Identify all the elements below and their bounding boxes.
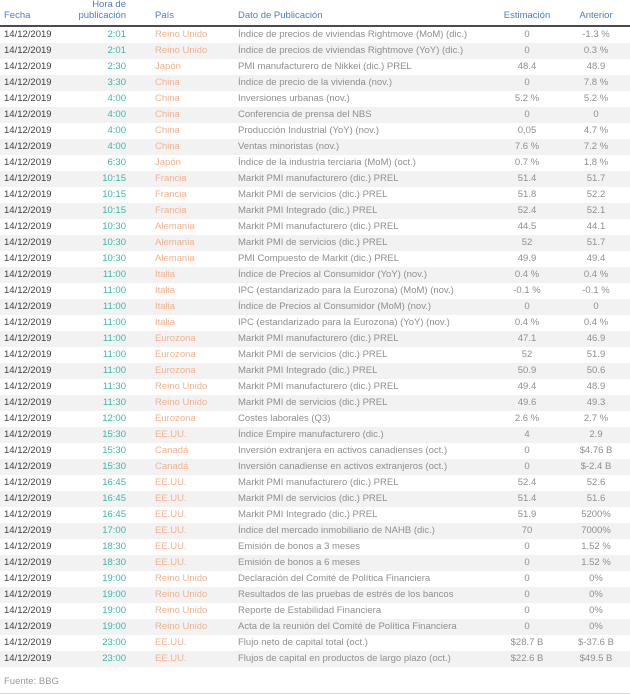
estimate-cell: 51.8: [517, 189, 537, 200]
date-cell: 14/12/2019: [4, 621, 52, 632]
estimate-cell: 0,05: [517, 125, 537, 136]
table-row: [0, 171, 630, 187]
estimate-cell: 0: [524, 557, 530, 568]
estimate-cell: 51.4: [517, 173, 537, 184]
country-cell: EE.UU.: [155, 637, 187, 648]
release-name-cell: Markit PMI manufacturero (dic.) PREL: [238, 477, 399, 488]
country-cell: EE.UU.: [155, 653, 187, 664]
previous-cell: 0%: [589, 621, 603, 632]
estimate-cell: 44.5: [517, 221, 537, 232]
table-row: [0, 315, 630, 331]
country-cell: Japón: [155, 61, 181, 72]
time-cell: 10:30: [102, 237, 126, 248]
country-cell: Reino Unido: [155, 397, 208, 408]
previous-cell: 51.6: [586, 493, 606, 504]
previous-cell: -0.1 %: [582, 285, 610, 296]
estimate-cell: 0: [524, 301, 530, 312]
release-name-cell: Emisión de bonos a 6 meses: [238, 557, 360, 568]
previous-cell: 1.52 %: [581, 557, 611, 568]
estimate-cell: 0: [524, 77, 530, 88]
date-cell: 14/12/2019: [4, 637, 52, 648]
date-cell: 14/12/2019: [4, 525, 52, 536]
estimate-cell: 0.4 %: [514, 269, 540, 280]
previous-cell: 7.2 %: [583, 141, 609, 152]
release-name-cell: Índice del mercado inmobiliario de NAHB (dic.): [238, 525, 435, 536]
table-row: [0, 587, 630, 603]
time-cell: 16:45: [102, 493, 126, 504]
release-name-cell: Índice de precio de la vivienda (nov.): [238, 77, 393, 88]
time-cell: 10:15: [102, 173, 126, 184]
estimate-cell: 48.4: [517, 61, 537, 72]
table-row: [0, 155, 630, 171]
country-cell: Reino Unido: [155, 589, 208, 600]
previous-cell: 52.2: [586, 189, 606, 200]
bottom-divider: [0, 693, 630, 694]
table-row: [0, 267, 630, 283]
time-cell: 11:00: [102, 365, 126, 376]
estimate-cell: -0.1 %: [513, 285, 541, 296]
time-cell: 10:30: [102, 221, 126, 232]
time-cell: 11:00: [102, 333, 126, 344]
estimate-cell: 47.1: [517, 333, 537, 344]
time-cell: 4:00: [107, 93, 126, 104]
table-row: [0, 427, 630, 443]
previous-cell: 51.7: [586, 237, 606, 248]
table-row: [0, 283, 630, 299]
estimate-cell: 0.4 %: [514, 317, 540, 328]
country-cell: EE.UU.: [155, 493, 187, 504]
table-row: [0, 107, 630, 123]
previous-cell: 51.9: [586, 349, 606, 360]
col-header-dato: Dato de Publicación: [238, 0, 492, 26]
table-row: [0, 347, 630, 363]
estimate-cell: 7.6 %: [514, 141, 540, 152]
country-cell: Eurozona: [155, 349, 196, 360]
release-name-cell: Inversión canadiense en activos extranjeros (oct.): [238, 461, 448, 472]
release-name-cell: Inversiones urbanas (nov.): [238, 93, 350, 104]
estimate-cell: 0: [524, 605, 530, 616]
estimate-cell: $28.7 B: [510, 637, 544, 648]
release-name-cell: Markit PMI de servicios (dic.) PREL: [238, 237, 388, 248]
time-cell: 15:30: [102, 461, 126, 472]
time-cell: 15:30: [102, 429, 126, 440]
previous-cell: -1.3 %: [582, 29, 610, 40]
time-cell: 2:01: [107, 29, 126, 40]
release-name-cell: Inversión extranjera en activos canadienses (oct.): [238, 445, 448, 456]
date-cell: 14/12/2019: [4, 93, 52, 104]
time-cell: 4:00: [107, 125, 126, 136]
previous-cell: 48.9: [586, 381, 606, 392]
table-row: [0, 379, 630, 395]
time-cell: 2:01: [107, 45, 126, 56]
col-header-anterior: Anterior: [562, 0, 630, 26]
estimate-cell: 0: [524, 445, 530, 456]
release-name-cell: Markit PMI de servicios (dic.) PREL: [238, 397, 388, 408]
time-cell: 18:30: [102, 541, 126, 552]
release-name-cell: Reporte de Estabilidad Financiera: [238, 605, 382, 616]
table-row: [0, 651, 630, 667]
country-cell: EE.UU.: [155, 509, 187, 520]
country-cell: Canadá: [155, 461, 189, 472]
date-cell: 14/12/2019: [4, 157, 52, 168]
previous-cell: 1.52 %: [581, 541, 611, 552]
table-row: [0, 219, 630, 235]
date-cell: 14/12/2019: [4, 317, 52, 328]
release-name-cell: Resultados de las pruebas de estrés de los bancos: [238, 589, 454, 600]
previous-cell: 49.3: [586, 397, 606, 408]
date-cell: 14/12/2019: [4, 253, 52, 264]
date-cell: 14/12/2019: [4, 61, 52, 72]
previous-cell: 0: [593, 301, 599, 312]
date-cell: 14/12/2019: [4, 237, 52, 248]
previous-cell: 2.7 %: [583, 413, 609, 424]
country-cell: Reino Unido: [155, 621, 208, 632]
col-header-estimacion: Estimación: [492, 0, 562, 26]
estimate-cell: 49.6: [517, 397, 537, 408]
estimate-cell: 49.4: [517, 381, 537, 392]
table-row: [0, 123, 630, 139]
date-cell: 14/12/2019: [4, 429, 52, 440]
release-name-cell: IPC (estandarizado para la Eurozona) (YoY) (nov.): [238, 317, 450, 328]
table-row: [0, 75, 630, 91]
time-cell: 23:00: [102, 653, 126, 664]
release-name-cell: Acta de la reunión del Comité de Política Financiera: [238, 621, 457, 632]
table-row: [0, 555, 630, 571]
date-cell: 14/12/2019: [4, 493, 52, 504]
release-name-cell: Markit PMI Integrado (dic.) PREL: [238, 205, 378, 216]
table-row: [0, 491, 630, 507]
estimate-cell: 52.4: [517, 477, 537, 488]
country-cell: Reino Unido: [155, 381, 208, 392]
date-cell: 14/12/2019: [4, 29, 52, 40]
release-name-cell: Markit PMI de servicios (dic.) PREL: [238, 493, 388, 504]
previous-cell: 2.9: [589, 429, 603, 440]
previous-cell: 0.3 %: [583, 45, 609, 56]
country-cell: Francia: [155, 173, 187, 184]
date-cell: 14/12/2019: [4, 77, 52, 88]
previous-cell: 0%: [589, 589, 603, 600]
previous-cell: 0: [593, 109, 599, 120]
date-cell: 14/12/2019: [4, 141, 52, 152]
country-cell: Italia: [155, 317, 176, 328]
country-cell: Eurozona: [155, 365, 196, 376]
date-cell: 14/12/2019: [4, 557, 52, 568]
col-header-hora: Hora de publicación: [72, 0, 126, 26]
time-cell: 6:30: [107, 157, 126, 168]
time-cell: 12:00: [102, 413, 126, 424]
previous-cell: 5200%: [581, 509, 611, 520]
previous-cell: 51.7: [586, 173, 606, 184]
table-body: [0, 26, 630, 667]
time-cell: 23:00: [102, 637, 126, 648]
estimate-cell: 70: [521, 525, 533, 536]
release-name-cell: Flujo neto de capital total (oct.): [238, 637, 368, 648]
time-cell: 19:00: [102, 605, 126, 616]
country-cell: Reino Unido: [155, 573, 208, 584]
previous-cell: 7.8 %: [583, 77, 609, 88]
table-row: [0, 235, 630, 251]
header-row: [0, 0, 630, 26]
release-name-cell: Índice de Precios al Consumidor (MoM) (nov.): [238, 301, 432, 312]
previous-cell: 4.7 %: [583, 125, 609, 136]
country-cell: EE.UU.: [155, 477, 187, 488]
release-name-cell: Emisión de bonos a 3 meses: [238, 541, 360, 552]
estimate-cell: 51.9: [517, 509, 537, 520]
estimate-cell: 0: [524, 109, 530, 120]
time-cell: 16:45: [102, 509, 126, 520]
country-cell: Reino Unido: [155, 45, 208, 56]
date-cell: 14/12/2019: [4, 653, 52, 664]
estimate-cell: 2.6 %: [514, 413, 540, 424]
estimate-cell: 4: [524, 429, 530, 440]
country-cell: Eurozona: [155, 413, 196, 424]
date-cell: 14/12/2019: [4, 477, 52, 488]
date-cell: 14/12/2019: [4, 381, 52, 392]
release-name-cell: Markit PMI manufacturero (dic.) PREL: [238, 381, 399, 392]
col-header-fecha: Fecha: [0, 0, 72, 26]
date-cell: 14/12/2019: [4, 109, 52, 120]
release-name-cell: IPC (estandarizado para la Eurozona) (MoM) (nov.): [238, 285, 454, 296]
estimate-cell: 0: [524, 461, 530, 472]
release-name-cell: Markit PMI manufacturero (dic.) PREL: [238, 333, 399, 344]
previous-cell: 5.2 %: [583, 93, 609, 104]
table-row: [0, 443, 630, 459]
country-cell: China: [155, 109, 180, 120]
table-row: [0, 507, 630, 523]
date-cell: 14/12/2019: [4, 605, 52, 616]
time-cell: 16:45: [102, 477, 126, 488]
date-cell: 14/12/2019: [4, 573, 52, 584]
previous-cell: 0.4 %: [583, 269, 609, 280]
release-name-cell: Índice de precios de viviendas Rightmove (MoM) (dic.): [238, 29, 468, 40]
date-cell: 14/12/2019: [4, 301, 52, 312]
previous-cell: 52.1: [586, 205, 606, 216]
release-name-cell: PMI manufacturero de Nikkei (dic.) PREL: [238, 61, 412, 72]
time-cell: 11:00: [102, 317, 126, 328]
table-row: [0, 251, 630, 267]
date-cell: 14/12/2019: [4, 461, 52, 472]
release-name-cell: Índice de precios de viviendas Rightmove (YoY) (dic.): [238, 45, 464, 56]
country-cell: Italia: [155, 269, 176, 280]
table-row: [0, 59, 630, 75]
time-cell: 4:00: [107, 141, 126, 152]
table-row: [0, 26, 630, 43]
country-cell: Japón: [155, 157, 181, 168]
release-name-cell: Declaración del Comité de Política Financiera: [238, 573, 431, 584]
time-cell: 10:15: [102, 205, 126, 216]
time-cell: 11:00: [102, 285, 126, 296]
country-cell: Francia: [155, 205, 187, 216]
time-cell: 10:15: [102, 189, 126, 200]
estimate-cell: 0: [524, 573, 530, 584]
date-cell: 14/12/2019: [4, 397, 52, 408]
time-cell: 3:30: [107, 77, 126, 88]
date-cell: 14/12/2019: [4, 509, 52, 520]
time-cell: 19:00: [102, 621, 126, 632]
country-cell: Reino Unido: [155, 29, 208, 40]
previous-cell: 1.8 %: [583, 157, 609, 168]
estimate-cell: 52.4: [517, 205, 537, 216]
estimate-cell: 5.2 %: [514, 93, 540, 104]
release-name-cell: Markit PMI de servicios (dic.) PREL: [238, 189, 388, 200]
release-name-cell: Conferencia de prensa del NBS: [238, 109, 372, 120]
release-name-cell: Índice de la industria terciaria (MoM) (oct.): [238, 157, 416, 168]
previous-cell: 7000%: [581, 525, 611, 536]
release-name-cell: Markit PMI Integrado (dic.) PREL: [238, 365, 378, 376]
estimate-cell: 50.9: [517, 365, 537, 376]
date-cell: 14/12/2019: [4, 349, 52, 360]
date-cell: 14/12/2019: [4, 125, 52, 136]
time-cell: 19:00: [102, 589, 126, 600]
release-name-cell: PMI Compuesto de Markit (dic.) PREL: [238, 253, 400, 264]
country-cell: Alemania: [155, 253, 195, 264]
estimate-cell: 0: [524, 29, 530, 40]
country-cell: China: [155, 141, 180, 152]
table-row: [0, 411, 630, 427]
source-note: Fuente: BBG: [4, 676, 59, 687]
release-name-cell: Ventas minoristas (nov.): [238, 141, 340, 152]
time-cell: 19:00: [102, 573, 126, 584]
date-cell: 14/12/2019: [4, 221, 52, 232]
country-cell: EE.UU.: [155, 557, 187, 568]
country-cell: Alemania: [155, 237, 195, 248]
table-row: [0, 539, 630, 555]
release-name-cell: Producción Industrial (YoY) (nov.): [238, 125, 379, 136]
release-name-cell: Costes laborales (Q3): [238, 413, 331, 424]
previous-cell: $4.76 B: [579, 445, 613, 456]
previous-cell: $-37.6 B: [578, 637, 614, 648]
previous-cell: 44.1: [586, 221, 606, 232]
table-row: [0, 43, 630, 59]
time-cell: 11:30: [102, 381, 126, 392]
col-header-pais: País: [126, 0, 238, 26]
time-cell: 4:00: [107, 109, 126, 120]
date-cell: 14/12/2019: [4, 269, 52, 280]
time-cell: 11:30: [102, 397, 126, 408]
estimate-cell: 0: [524, 589, 530, 600]
date-cell: 14/12/2019: [4, 45, 52, 56]
table-row: [0, 395, 630, 411]
previous-cell: $49.5 B: [579, 653, 613, 664]
previous-cell: 46.9: [586, 333, 606, 344]
previous-cell: 52.6: [586, 477, 606, 488]
release-name-cell: Markit PMI de servicios (dic.) PREL: [238, 349, 388, 360]
estimate-cell: 52: [521, 237, 533, 248]
country-cell: Italia: [155, 285, 176, 296]
estimate-cell: 0.7 %: [514, 157, 540, 168]
time-cell: 2:30: [107, 61, 126, 72]
date-cell: 14/12/2019: [4, 285, 52, 296]
table-row: [0, 475, 630, 491]
date-cell: 14/12/2019: [4, 333, 52, 344]
estimate-cell: 51.4: [517, 493, 537, 504]
date-cell: 14/12/2019: [4, 413, 52, 424]
previous-cell: 0.4 %: [583, 317, 609, 328]
previous-cell: $-2.4 B: [580, 461, 612, 472]
date-cell: 14/12/2019: [4, 189, 52, 200]
country-cell: Reino Unido: [155, 605, 208, 616]
date-cell: 14/12/2019: [4, 541, 52, 552]
table-row: [0, 619, 630, 635]
table-row: [0, 139, 630, 155]
time-cell: 11:00: [102, 301, 126, 312]
release-name-cell: Índice Empire manufacturero (dic.): [238, 429, 384, 440]
country-cell: China: [155, 77, 180, 88]
table-row: [0, 603, 630, 619]
table-row: [0, 331, 630, 347]
time-cell: 18:30: [102, 557, 126, 568]
time-cell: 10:30: [102, 253, 126, 264]
previous-cell: 49.4: [586, 253, 606, 264]
previous-cell: 0%: [589, 573, 603, 584]
date-cell: 14/12/2019: [4, 589, 52, 600]
release-name-cell: Markit PMI manufacturero (dic.) PREL: [238, 173, 399, 184]
estimate-cell: 0: [524, 621, 530, 632]
table-row: [0, 91, 630, 107]
country-cell: China: [155, 125, 180, 136]
estimate-cell: 49.9: [517, 253, 537, 264]
release-name-cell: Índice de Precios al Consumidor (YoY) (nov.): [238, 269, 428, 280]
time-cell: 15:30: [102, 445, 126, 456]
time-cell: 11:00: [102, 349, 126, 360]
table-row: [0, 187, 630, 203]
date-cell: 14/12/2019: [4, 205, 52, 216]
time-cell: 11:00: [102, 269, 126, 280]
country-cell: Alemania: [155, 221, 195, 232]
date-cell: 14/12/2019: [4, 445, 52, 456]
previous-cell: 0%: [589, 605, 603, 616]
table-row: [0, 635, 630, 651]
table-row: [0, 363, 630, 379]
table-row: [0, 571, 630, 587]
table-header: [0, 0, 630, 26]
table-row: [0, 523, 630, 539]
date-cell: 14/12/2019: [4, 173, 52, 184]
country-cell: Francia: [155, 189, 187, 200]
previous-cell: 48.9: [586, 61, 606, 72]
release-name-cell: Flujos de capital en productos de largo plazo (oct.): [238, 653, 451, 664]
table-row: [0, 203, 630, 219]
estimate-cell: 0: [524, 541, 530, 552]
country-cell: Canadá: [155, 445, 189, 456]
previous-cell: 50.6: [586, 365, 606, 376]
country-cell: EE.UU.: [155, 525, 187, 536]
release-name-cell: Markit PMI Integrado (dic.) PREL: [238, 509, 378, 520]
country-cell: EE.UU.: [155, 541, 187, 552]
estimate-cell: 52: [521, 349, 533, 360]
country-cell: China: [155, 93, 180, 104]
country-cell: Eurozona: [155, 333, 196, 344]
country-cell: Italia: [155, 301, 176, 312]
table-row: [0, 299, 630, 315]
time-cell: 17:00: [102, 525, 126, 536]
release-name-cell: Markit PMI manufacturero (dic.) PREL: [238, 221, 399, 232]
country-cell: EE.UU.: [155, 429, 187, 440]
table-row: [0, 459, 630, 475]
estimate-cell: $22.6 B: [510, 653, 544, 664]
estimate-cell: 0: [524, 45, 530, 56]
date-cell: 14/12/2019: [4, 365, 52, 376]
table-footer: [0, 666, 630, 688]
